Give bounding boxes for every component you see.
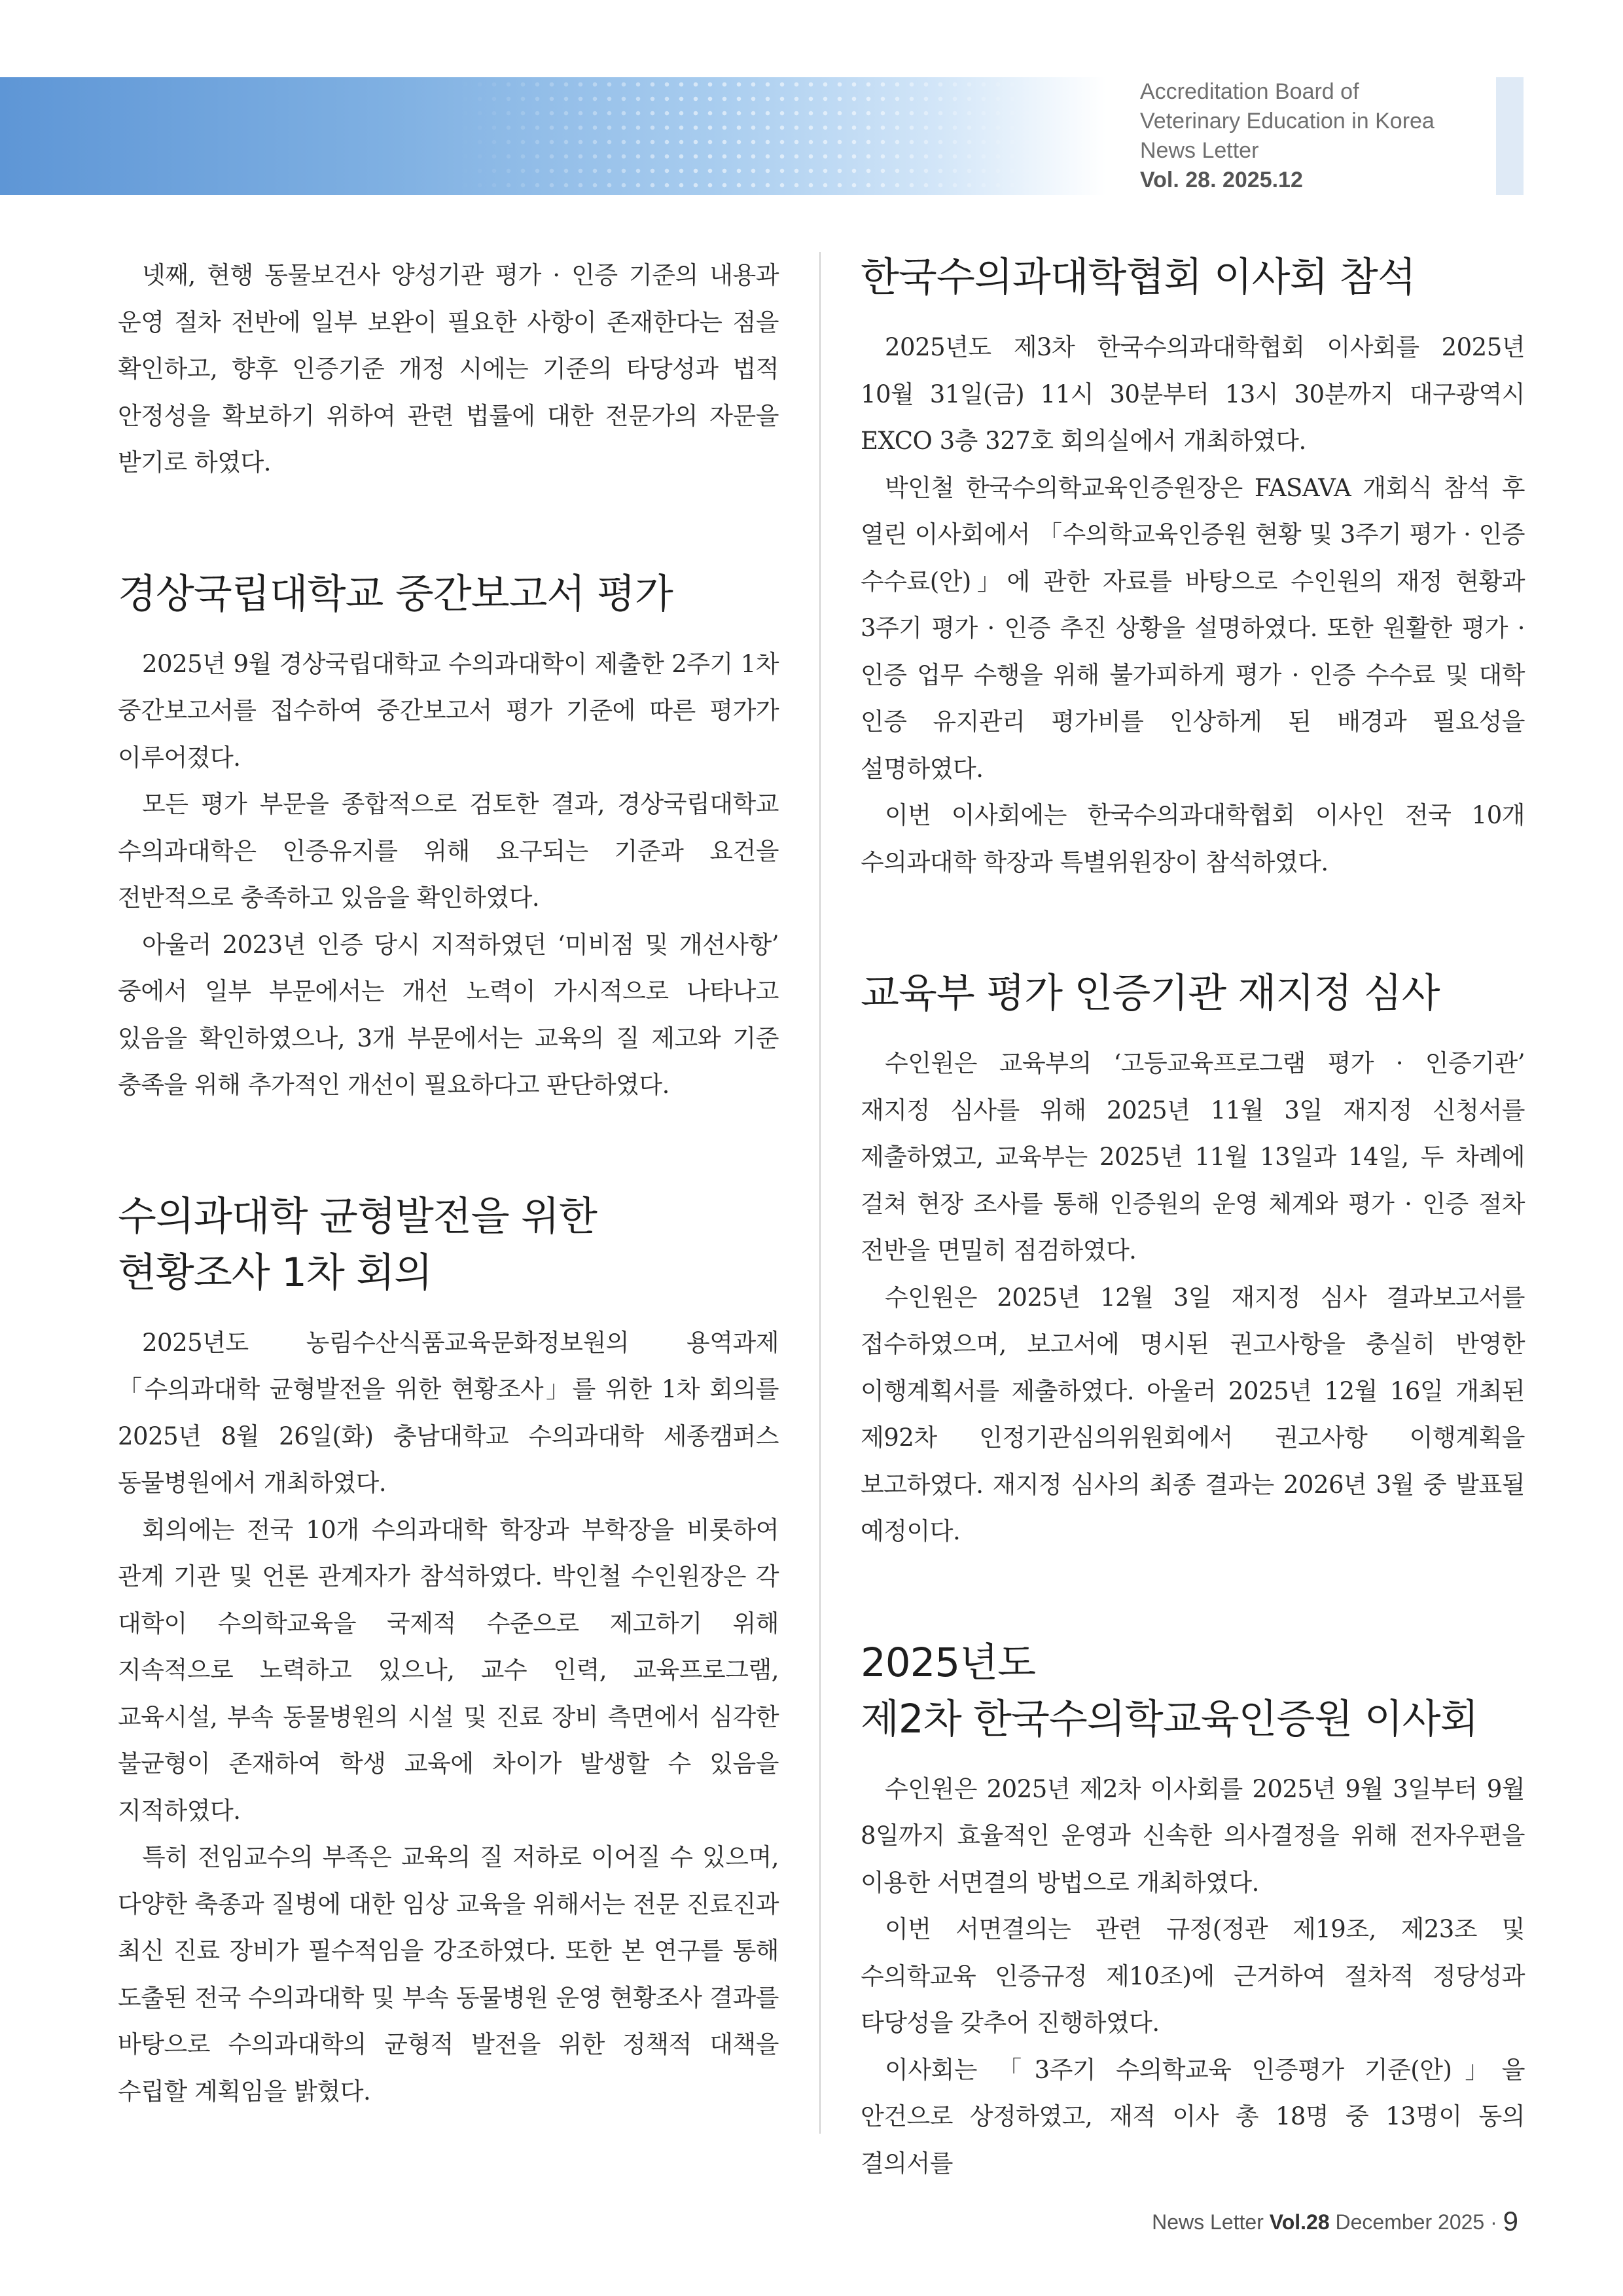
section-title-board-meeting [861, 1635, 1525, 1748]
paragraph: 2025년도 농림수산식품교육문화정보원의 용역과제 「수의과대학 균형발전을 위한 현황조사」를 위한 1차 회의를 2025년 8월 26일(화) 충남대학교 수의과대학 세종캠퍼스 동물병원에서 개최하였다. [118, 1328, 779, 1497]
section-title-balanced-development [118, 1189, 779, 1301]
paragraph: 박인철 한국수의학교육인증원장은 FASAVA 개회식 참석 후 열린 이사회에서 「수의학교육인증원 현황 및 3주기 평가 · 인증 수수료(안)」에 관한 자료를 바탕으로 수인원의 재정 현황과 3주기 평가 · 인증 추진 상황을 설명하였다. 또한 원활한 평가 · 인증 업무 수행을 위해 불가피하게 평가 · 인증 수수료 및 대학 인증 유지관리 평가비를 인상하게 된 배경과 필요성을 설명하였다. [861, 473, 1525, 783]
section-title-association-board: 한국수의과대학협회 이사회 참석 [861, 254, 1416, 300]
paragraph: 2025년도 제3차 한국수의과대학협회 이사회를 2025년 10월 31일(금) 11시 30분부터 13시 30분까지 대구광역시 EXCO 3층 327호 회의실에서 개최하였다. [861, 333, 1525, 455]
left-column [118, 252, 779, 2115]
org-name-line1: Accreditation Board of [1140, 79, 1359, 104]
section-title-line: 제2차 한국수의학교육인증원 이사회 [861, 1695, 1478, 1742]
footer-date: December 2025 [1335, 2210, 1485, 2234]
paragraph: 회의에는 전국 10개 수의과대학 학장과 부학장을 비롯하여 관계 기관 및 언론 관계자가 참석하였다. 박인철 수인원장은 각 대학이 수의학교육을 국제적 수준으로 제고하기 위해 지속적으로 노력하고 있으나, 교수 인력, 교육프로그램, 교육시설, 부속 동물병원의 시설 및 진료 장비 측면에서 심각한 불균형이 존재하여 학생 교육에 차이가 발생할 수 있음을 지적하였다. [118, 1515, 779, 1825]
column-divider [819, 252, 821, 2134]
paragraph: 수인원은 교육부의 ‘고등교육프로그램 평가 · 인증기관’ 재지정 심사를 위해 2025년 11월 3일 재지정 신청서를 제출하였고, 교육부는 2025년 11월 13일과 14일, 두 차례에 걸쳐 현장 조사를 통해 인증원의 운영 체계와 평가 · 인증 절차 전반을 면밀히 점검하였다. [861, 1049, 1525, 1265]
publication-name: News Letter [1140, 138, 1259, 163]
header-side-tab [1496, 77, 1524, 195]
paragraph: 아울러 2023년 인증 당시 지적하였던 ‘미비점 및 개선사항’ 중에서 일부 부문에서는 개선 노력이 가시적으로 나타나고 있음을 확인하였으나, 3개 부문에서는 교육의 질 제고와 기준 충족을 위해 추가적인 개선이 필요하다고 판단하였다. [118, 930, 779, 1099]
section-title-line: 현황조사 1차 회의 [118, 1249, 433, 1296]
paragraph: 이번 서면결의는 관련 규정(정관 제19조, 제23조 및 수의학교육 인증규정 제10조)에 근거하여 절차적 정당성과 타당성을 갖추어 진행하였다. [861, 1915, 1525, 2037]
intro-paragraph: 넷째, 현행 동물보건사 양성기관 평가 · 인증 기준의 내용과 운영 절차 전반에 일부 보완이 필요한 사항이 존재한다는 점을 확인하고, 향후 인증기준 개정 시에는 기준의 타당성과 법적 안정성을 확보하기 위하여 관련 법률에 대한 전문가의 자문을 받기로 하였다. [118, 261, 779, 476]
section-title-line: 2025년도 [861, 1639, 1036, 1686]
paragraph: 특히 전임교수의 부족은 교육의 질 저하로 이어질 수 있으며, 다양한 축종과 질병에 대한 임상 교육을 위해서는 전문 진료진과 최신 진료 장비가 필수적임을 강조하였다. 또한 본 연구를 통해 도출된 전국 수의과대학 및 부속 동물병원 운영 현황조사 결과를 바탕으로 수의과대학의 균형적 발전을 위한 정책적 대책을 수립할 계획임을 밝혔다. [118, 1843, 779, 2106]
paragraph: 수인원은 2025년 제2차 이사회를 2025년 9월 3일부터 9월 8일까지 효율적인 운영과 신속한 의사결정을 위해 전자우편을 이용한 서면결의 방법으로 개최하였다. [861, 1774, 1525, 1897]
paragraph: 이번 이사회에는 한국수의과대학협회 이사인 전국 10개 수의과대학 학장과 특별위원장이 참석하였다. [861, 801, 1525, 876]
section-title-redesignation-review: 교육부 평가 인증기관 재지정 심사 [861, 970, 1440, 1016]
footer-volume: Vol.28 [1269, 2210, 1330, 2234]
newsletter-masthead [1140, 77, 1480, 195]
org-name-line2: Veterinary Education in Korea [1140, 109, 1435, 134]
section-title-line: 수의과대학 균형발전을 위한 [118, 1193, 597, 1240]
paragraph: 수인원은 2025년 12월 3일 재지정 심사 결과보고서를 접수하였으며, 보고서에 명시된 권고사항을 충실히 반영한 이행계획서를 제출하였다. 아울러 2025년 12월 16일 개최된 제92차 인정기관심의위원회에서 권고사항 이행계획을 보고하였다. 재지정 심사의 최종 결과는 2026년 3월 중 발표될 예정이다. [861, 1283, 1525, 1545]
footer-label: News Letter [1152, 2210, 1264, 2234]
paragraph: 이사회는 「3주기 수의학교육 인증평가 기준(안)」을 안건으로 상정하였고, 재적 이사 총 18명 중 13명이 동의 결의서를 [861, 2055, 1525, 2178]
page-number: 9 [1503, 2206, 1518, 2236]
section-title-gyeongsang-report: 경상국립대학교 중간보고서 평가 [118, 570, 673, 617]
volume-label: Vol. 28. 2025.12 [1140, 168, 1303, 192]
footer-separator: · [1490, 2210, 1497, 2234]
right-column [861, 252, 1525, 2187]
page-footer [1113, 2207, 1518, 2236]
paragraph: 모든 평가 부문을 종합적으로 검토한 결과, 경상국립대학교 수의과대학은 인증유지를 위해 요구되는 기준과 요건을 전반적으로 충족하고 있음을 확인하였다. [118, 790, 779, 912]
header-dot-pattern [458, 77, 1047, 195]
paragraph: 2025년 9월 경상국립대학교 수의과대학이 제출한 2주기 1차 중간보고서를 접수하여 중간보고서 평가 기준에 따른 평가가 이루어졌다. [118, 649, 779, 772]
